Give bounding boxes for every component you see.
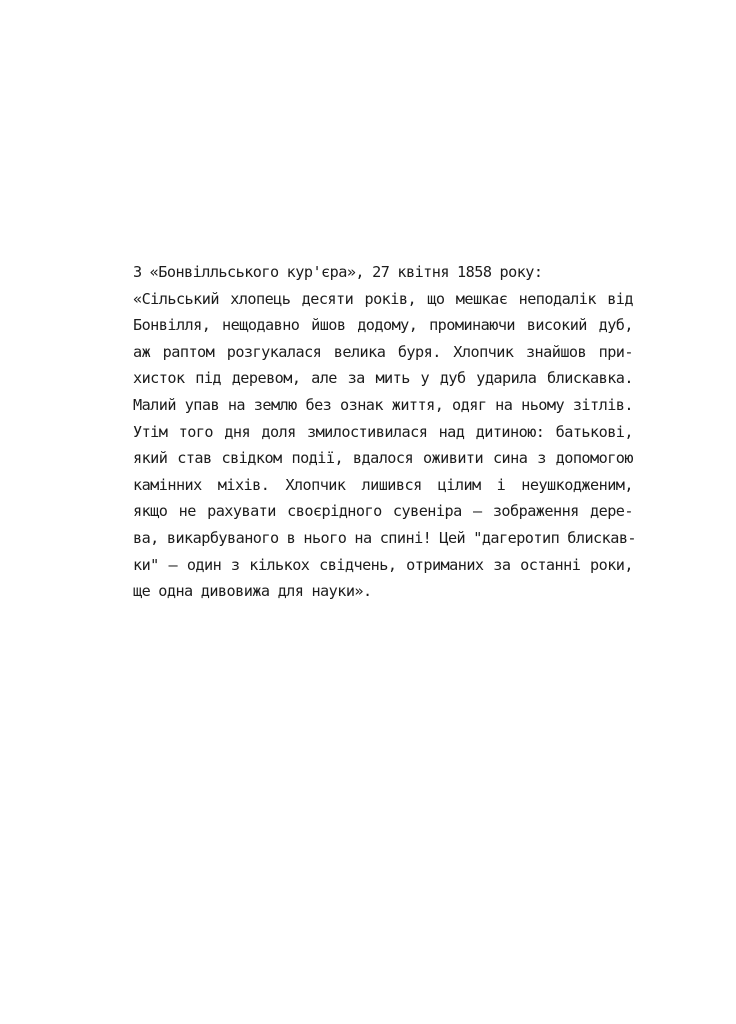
text-line: якщо не рахувати своєрідного сувеніра — зображення дере-: [133, 502, 633, 521]
text-line: хисток під деревом, але за мить у дуб ударила блискавка.: [133, 369, 633, 388]
text-line: Бонвілля, нещодавно йшов додому, проминаючи високий дуб,: [133, 316, 633, 335]
text-line: ва, викарбуваного в нього на спині! Цей "дагеротип блискав-: [133, 528, 637, 547]
text-line: ки" — один з кількох свідчень, отриманих за останні роки,: [133, 555, 633, 574]
text-line: який став свідком події, вдалося оживити сина з допомогою: [133, 449, 633, 468]
text-line: Утім того дня доля змилостивилася над дитиною: батькові,: [133, 422, 633, 441]
text-line: ще одна дивовижа для науки».: [133, 582, 372, 601]
quote-source-heading: З «Бонвілльського кур'єра», 27 квітня 1858 року:: [133, 263, 543, 281]
newspaper-quote: [133, 259, 637, 605]
text-line: «Сільський хлопець десяти років, що мешкає неподалік від: [133, 289, 633, 308]
text-line: Малий упав на землю без ознак життя, одяг на ньому зітлів.: [133, 395, 633, 414]
text-line: камінних міхів. Хлопчик лишився цілим і неушкодженим,: [133, 475, 633, 494]
text-line: аж раптом розгукалася велика буря. Хлопчик знайшов при-: [133, 342, 633, 361]
